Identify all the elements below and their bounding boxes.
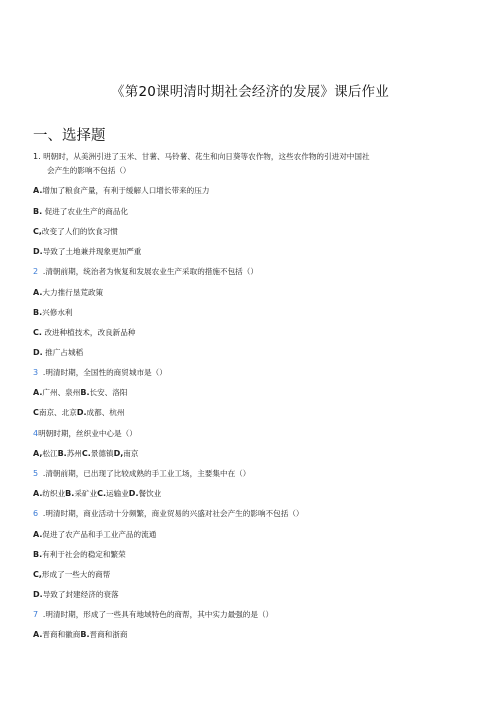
question-7-options: A.晋商和徽商B.晋商和浙商 [33, 630, 128, 639]
question-3-stem: 3 .明清时期，全国性的商贸城市是（） [33, 368, 167, 377]
section-heading: 一、选择题 [33, 128, 106, 144]
question-5-stem: 5 .清朝前期，已出现了比较成熟的手工业工场，主要集中在（） [33, 469, 251, 478]
question-6-option-c: C,形成了一些大的商帮 [33, 570, 111, 579]
question-1-option-d: D.导致了土地兼并现象更加严重 [33, 247, 142, 256]
question-2-option-b: B.兴修水利 [33, 308, 73, 317]
question-2-option-d: D. 推广占城稻 [33, 348, 84, 357]
question-2-option-a: A.大力推行垦荒政策 [33, 288, 104, 297]
question-6-option-a: A.促进了农产品和手工业产品的流通 [33, 530, 157, 539]
question-6-option-d: D.导致了封建经济的衰落 [33, 590, 119, 599]
question-3-options-ab: A.广州、泉州B.长安、洛阳 [33, 388, 128, 397]
question-2-stem: 2 .清朝前期，统治者为恢复和发展农业生产采取的措施不包括（） [33, 267, 258, 276]
question-6-stem: 6 .明清时期，商业活动十分频繁，商业贸易的兴盛对社会产生的影响不包括（） [33, 509, 304, 518]
question-1-option-a: A.增加了粮食产量，有利于缓解人口增长带来的压力 [33, 186, 210, 195]
page-title: 《第20课明清时期社会经济的发展》课后作业 [111, 84, 389, 100]
question-1-stem: 1. 明朝时，从美洲引进了玉米、甘薯、马铃薯、花生和向日葵等农作物，这些农作物的引进对中国社 [33, 152, 370, 161]
question-2-option-c: C. 改进种植技术，改良新品种 [33, 328, 136, 337]
question-1-option-b: B. 促进了农业生产的商品化 [33, 207, 129, 216]
question-4-stem: 4明朝时期，丝织业中心是（） [33, 429, 137, 438]
question-1-stem-continued: 会产生的影响不包括（） [47, 166, 131, 175]
question-3-options-cd: C南京、北京D.成都、杭州 [33, 408, 125, 417]
question-4-options: A,松江B.苏州C.景德镇D,南京 [33, 449, 139, 458]
question-6-option-b: B.有利于社会的稳定和繁荣 [33, 550, 126, 559]
question-7-stem: 7 .明清时期，形成了一些具有地域特色的商帮，其中实力最强的是（） [33, 610, 274, 619]
question-5-options: A.纺织业B.采矿业C.运输业D.餐饮业 [33, 489, 162, 498]
question-1-option-c: C,改变了人们的饮食习惯 [33, 227, 118, 236]
